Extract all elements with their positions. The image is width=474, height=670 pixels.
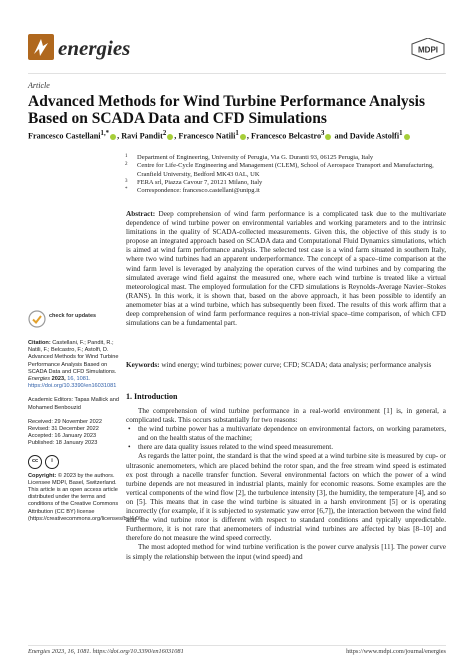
keywords-label: Keywords: xyxy=(126,361,160,369)
orcid-icon[interactable] xyxy=(240,134,246,140)
journal-header xyxy=(28,32,448,74)
author[interactable]: Davide Astolfi xyxy=(349,131,400,141)
creative-commons-icon: cc xyxy=(28,455,42,469)
list-item: • there are data quality issues related to the wind speed measurement. xyxy=(126,443,446,452)
mdpi-logo-icon[interactable] xyxy=(408,38,448,60)
author[interactable]: Ravi Pandit xyxy=(121,131,163,141)
author[interactable]: Francesco Belcastro xyxy=(250,131,322,141)
abstract-text: Deep comprehension of wind farm performance is a complicated task due to the multivariate dependence of wind turbine power on environmental variables and working parameters and to the intrinsic limitations in the quality of SCADA-collected measurements. Given this, the objective of this study is to propose an integrated approach based on SCADA data and Computational Fluid Dynamics simulations, which is aimed at wind farm performance analysis. The selected test case is a wind farm situated in southern Italy, where two wind turbines had an apparent underperformance. The concept of a space–time comparison at the wind farm level is leveraged by analyzing the operation curves of the wind turbines and by comparing the simulated average wind field against the measured one, where each wind turbine is treated like a virtual meteorological mast. The employed formulation for the CFD simulations is Reynolds-Average Navier–Stokes (RANS). In this work, it is shown that, based on the above approach, it has been possible to identify an anemometer bias at a wind turbine, which has subsequently been fixed. The results of this work affirm that a deep comprehension of wind farm performance requires a non-trivial space–time comparison, of which CFD simulations can be a fundamental part. xyxy=(126,210,447,328)
article-type: Article xyxy=(28,81,50,90)
footer-citation: Energies 2023, 16, 1081. https://doi.org/10.3390/en16031081 xyxy=(28,648,184,655)
author-list: Francesco Castellani$^{1,*}$ , Ravi Pandit$^2$ , Francesco Natili$^1$ , Francesco Belcastro$^3$ and Davide Astolfi$^1$ xyxy=(28,130,448,141)
copyright-block: Copyright: © 2023 by the authors. Licensee MDPI, Basel, Switzerland. This article is an open access article distributed under the terms and conditions of the Creative Commons Attribution (CC BY) license (https://creativecommons.org/licenses/by/4.0/). xyxy=(28,472,144,522)
journal-url-link[interactable]: https://www.mdpi.com/journal/energies xyxy=(346,648,446,655)
doi-link[interactable]: 16, 1081. https://doi.org/10.3390/en16031081 xyxy=(28,376,117,390)
abstract-label: Abstract: xyxy=(126,210,156,218)
orcid-icon[interactable] xyxy=(167,134,173,140)
orcid-icon[interactable] xyxy=(404,134,410,140)
article-title: Advanced Methods for Wind Turbine Performance Analysis Based on SCADA Data and CFD Simulations xyxy=(28,93,426,127)
cc-license-badge[interactable] xyxy=(28,455,120,469)
header-divider xyxy=(28,73,446,74)
author[interactable]: Francesco Natili xyxy=(178,131,236,141)
author[interactable]: Francesco Castellani xyxy=(28,131,101,141)
footer-divider xyxy=(28,645,446,646)
attribution-icon: i xyxy=(45,455,59,469)
affiliation-item: 2 Centre for Life-Cycle Engineering and Management (CLEM), School of Aerospace Transport and Manufacturing, Cranfield University, Bedford MK43 0AL, UK xyxy=(125,162,434,178)
section-heading: 1. Introduction xyxy=(126,392,178,401)
paragraph: The comprehension of wind turbine performance in a real-world environment [1] is, in general, a complicated task. This occurs substantially for two reasons: xyxy=(126,407,446,425)
citation-block: Citation: Castellani, F.; Pandit, R.; Natili, F.; Belcastro, F.; Astolfi, D. Advanced Methods for Wind Turbine Performance Analysis Based on SCADA Data and CFD Simulations. Energies 2023, 16, 1081. https://doi.org/10.3390/en16031081 xyxy=(28,340,119,390)
orcid-icon[interactable] xyxy=(110,134,116,140)
paragraph: The most adopted method for wind turbine verification is the power curve analysis [11]. The power curve is simply the relationship between the input (wind speed) and xyxy=(126,543,446,561)
check-updates-label: check for updates xyxy=(49,313,97,319)
affiliation-item: 1 Department of Engineering, University of Perugia, Via G. Duranti 93, 06125 Perugia, Italy xyxy=(125,154,374,161)
list-item: • the wind turbine power has a multivariate dependence on environmental factors, on working parameters, and on the health status of the machine; xyxy=(126,425,446,443)
affiliations xyxy=(125,154,445,195)
svg-text:MDPI: MDPI xyxy=(418,45,438,55)
affiliation-item: 3 FERA srl, Piazza Cavour 7, 20121 Milano, Italy xyxy=(125,178,263,186)
check-updates-icon xyxy=(28,310,46,328)
keywords-text: wind energy; wind turbines; power curve; CFD; SCADA; data analysis; performance analysis xyxy=(161,361,432,369)
check-for-updates-button[interactable] xyxy=(28,310,120,332)
keywords xyxy=(126,361,446,370)
academic-editors: Academic Editors: Tapas Mallick and Mohamed Benbouzid xyxy=(28,397,119,411)
orcid-icon[interactable] xyxy=(325,134,331,140)
bullet-list xyxy=(126,425,446,452)
introduction-body xyxy=(126,407,446,562)
journal-name: energies xyxy=(58,36,131,60)
paragraph: As regards the latter point, the standard is that the wind speed at a wind turbine site is measured by cup- or ultrasonic anemometers, which are placed behind the rotor span, and the free stream wind speed is estimated ex post through a nacelle transfer function. Several environmental factors on which the power of a wind turbine depends are not measured in industrial plants, mainly for economic reasons. Some examples are the vertical components of the wind flow [2], the turbulence intensity [3], the humidity, the temperature [4], and so on [5]. This means that in case the wind turbine is situated in a harsh environment [5] or is operating incorrectly (for example, if it is subjected to systematic yaw error [6,7]), the interaction between the wind field and the wind turbine rotor is different with respect to standard conditions and typically unpredictable. Furthermore, it is not rare that anemometers of industrial wind turbines are affected by bias [8–10] and therefore do not measure the wind speed correctly. xyxy=(126,452,446,543)
dates-block: Received: 29 November 2022 Revised: 31 December 2022 Accepted: 16 January 2023 Published: 18 January 2023 xyxy=(28,418,103,447)
abstract xyxy=(126,210,446,328)
energies-logo-icon xyxy=(28,34,54,60)
correspondence: * Correspondence: francesco.castellani@unipg.it xyxy=(125,187,260,195)
